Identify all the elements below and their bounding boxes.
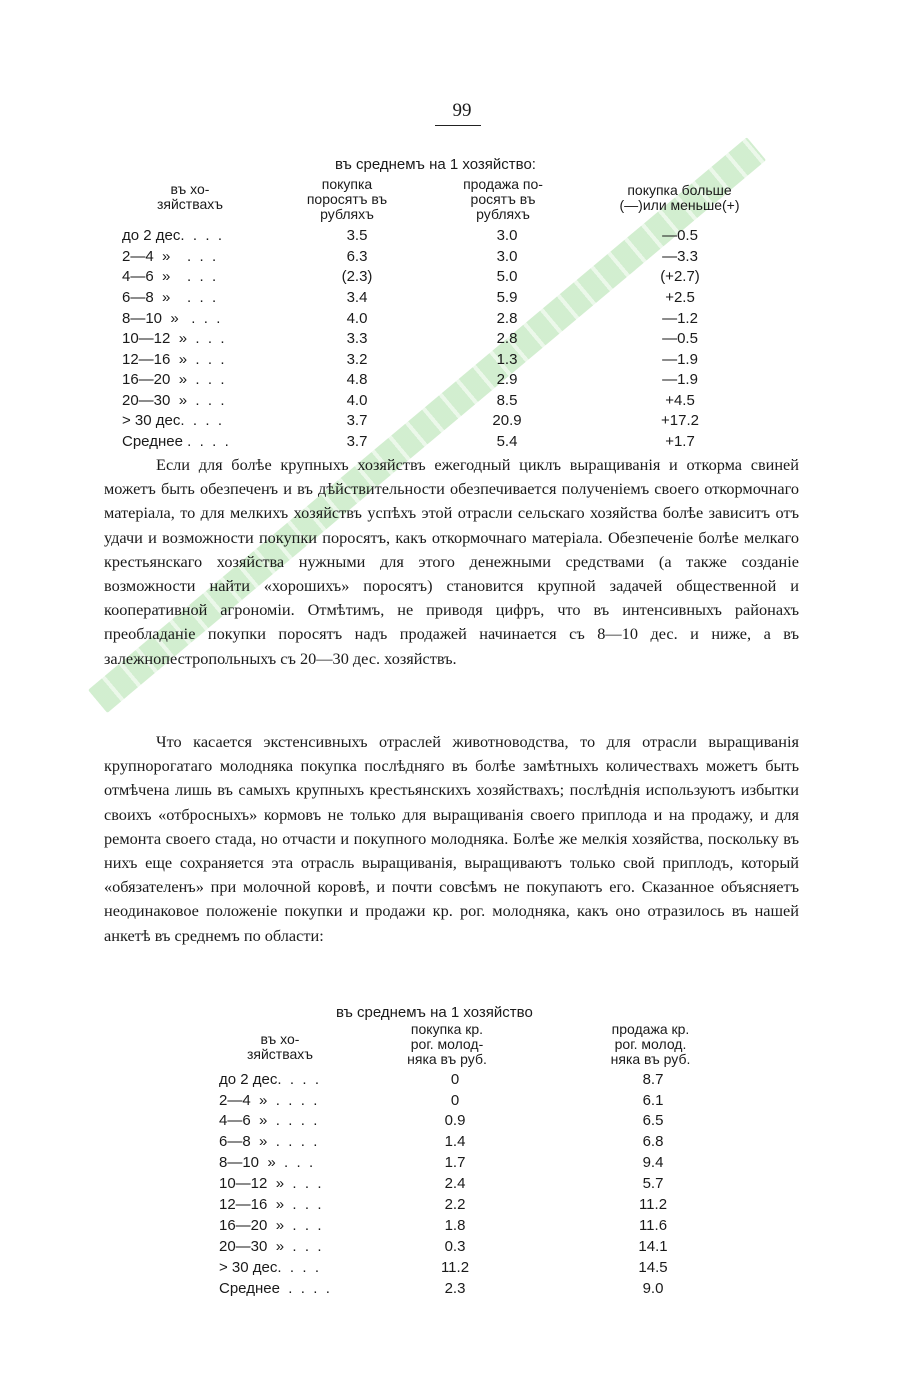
table1-header-group: въ хо- зяйствахъ (156, 181, 224, 212)
table1-cell-sell: 3.0 (496, 248, 518, 265)
table2-cell-buy: 2.4 (444, 1175, 466, 1192)
table1-cell-diff: —0.5 (662, 330, 698, 347)
table1-cell-group: 6—8 » . . . (122, 289, 217, 306)
table1-cell-diff: (+2.7) (660, 268, 700, 285)
table2-cell-sell: 6.1 (642, 1092, 664, 1109)
table2-cell-sell: 8.7 (642, 1071, 664, 1088)
table1-header-buy: покупка поросятъ въ рубляхъ (306, 176, 388, 222)
table2-cell-group: до 2 дес. . . . (219, 1071, 320, 1088)
table1-cell-diff: +2.5 (665, 289, 695, 306)
table2-cell-sell: 14.1 (638, 1238, 668, 1255)
table2-cell-sell: 11.2 (638, 1196, 668, 1213)
table1-cell-group: Среднее . . . . (122, 433, 229, 450)
table2-cell-sell: 14.5 (638, 1259, 668, 1276)
table1-cell-sell: 2.9 (496, 371, 518, 388)
table2-cell-sell: 6.5 (642, 1112, 664, 1129)
table1-cell-group: 4—6 » . . . (122, 268, 217, 285)
table2-header-group: въ хо- зяйствахъ (246, 1031, 314, 1062)
table1-cell-sell: 5.9 (496, 289, 518, 306)
table2-cell-group: 16—20 » . . . (219, 1217, 322, 1234)
table1-cell-sell: 5.4 (496, 433, 518, 450)
table1-cell-diff: +1.7 (665, 433, 695, 450)
table2-cell-buy: 2.2 (444, 1196, 466, 1213)
table2-header-buy: покупка кр. рог. молод- няка въ руб. (407, 1021, 487, 1067)
table1-cell-diff: +4.5 (665, 392, 695, 409)
table2-cell-sell: 9.4 (642, 1154, 664, 1171)
table1-cell-buy: (2.3) (341, 268, 373, 285)
table1-cell-buy: 4.8 (346, 371, 368, 388)
table2-cell-buy: 2.3 (444, 1280, 466, 1297)
table1-cell-sell: 8.5 (496, 392, 518, 409)
table2-cell-buy: 0.3 (444, 1238, 466, 1255)
table1-cell-buy: 3.3 (346, 330, 368, 347)
table1-cell-diff: —0.5 (662, 227, 698, 244)
table2-header-sell: продажа кр. рог. молод. няка въ руб. (610, 1021, 691, 1067)
table2-cell-buy: 11.2 (440, 1259, 470, 1276)
table2-cell-group: > 30 дес. . . . (219, 1259, 320, 1276)
table1-cell-buy: 3.7 (346, 412, 368, 429)
table2-cell-sell: 9.0 (642, 1280, 664, 1297)
table2-cell-buy: 0.9 (444, 1112, 466, 1129)
table1-cell-group: 8—10 » . . . (122, 310, 221, 327)
table1-header-diff: покупка больше (—)или меньше(+) (619, 182, 740, 213)
paragraph-pigs: Если для болѣе крупныхъ хозяйствъ ежегодный циклъ выращиванія и откорма свиней можетъ быть обезпеченъ и въ дѣйствительности обезпечивается полученіемъ своего откормочнаго матеріала, то для мелкихъ хозяйствъ успѣхъ этой отрасли сельскаго хозяйства болѣе зависитъ отъ удачи и возможности покупки поросятъ, какъ откормочнаго матеріала. Обезпеченіе болѣе мелкаго крестьянскаго хозяйства нужными для этого денежными средствами (а также созданіе возможности найти «хорошихъ» поросятъ) становится крупной задачей общественной и кооперативной агрономіи. Отмѣтимъ, не приводя цифръ, что въ интенсивныхъ районахъ преобладаніе покупки поросятъ надъ продажей начинается съ 8—10 дес. и ниже, а въ залежнопестропольныхъ съ 20—30 дес. хозяйствъ. (104, 455, 799, 668)
table2-cell-group: 8—10 » . . . (219, 1154, 314, 1171)
table1-cell-diff: +17.2 (661, 412, 699, 429)
table1-cell-sell: 3.0 (496, 227, 518, 244)
table1-cell-buy: 4.0 (346, 392, 368, 409)
table1-cell-group: 16—20 » . . . (122, 371, 225, 388)
table2-cell-group: 2—4 » . . . . (219, 1092, 318, 1109)
page-number-rule (435, 125, 481, 126)
table2-cell-group: 20—30 » . . . (219, 1238, 322, 1255)
table1-cell-buy: 3.2 (346, 351, 368, 368)
paragraph-cattle: Что касается экстенсивныхъ отраслей животноводства, то для отрасли выращиванія крупнорогатаго молодняка покупка послѣдняго въ болѣе замѣтныхъ количествахъ можетъ быть отмѣчена лишь въ самыхъ крупныхъ крестьянскихъ хозяйствахъ; послѣднія используютъ избытки своихъ «отбросныхъ» кормовъ не только для выращиванія своего приплода и на продажу, и для ремонта своего стада, но отчасти и покупного молодняка. Болѣе же мелкія хозяйства, поскольку въ нихъ еще сохраняется эта отрасль выращиванія, выращиваютъ только свой приплодъ, который «обязателенъ» при молочной коровѣ, и почти совсѣмъ не покупаютъ его. Сказанное объясняетъ неодинаковое положеніе покупки и продажи кр. рог. молодняка, какъ оно отразилось въ нашей анкетѣ въ среднемъ по области: (104, 732, 799, 945)
table1-cell-buy: 3.5 (346, 227, 368, 244)
table1-cell-sell: 2.8 (496, 330, 518, 347)
table2-cell-group: 4—6 » . . . . (219, 1112, 318, 1129)
table2-cell-buy: 1.4 (444, 1133, 466, 1150)
table1-header-sell: продажа по- росятъ въ рубляхъ (463, 176, 543, 222)
table2-cell-buy: 1.7 (444, 1154, 466, 1171)
table1-cell-diff: —1.2 (662, 310, 698, 327)
table1-cell-buy: 3.4 (346, 289, 368, 306)
table1-cell-group: 10—12 » . . . (122, 330, 225, 347)
table1-cell-sell: 20.9 (492, 412, 522, 429)
table1-cell-group: 12—16 » . . . (122, 351, 225, 368)
table2-cell-buy: 1.8 (444, 1217, 466, 1234)
table2-cell-buy: 0 (450, 1092, 460, 1109)
table1-cell-buy: 3.7 (346, 433, 368, 450)
table1-cell-buy: 4.0 (346, 310, 368, 327)
table1-cell-diff: —3.3 (662, 248, 698, 265)
table2-cell-group: 10—12 » . . . (219, 1175, 322, 1192)
table2-cell-sell: 5.7 (642, 1175, 664, 1192)
table1-cell-diff: —1.9 (662, 351, 698, 368)
table1-cell-group: > 30 дес. . . . (122, 412, 223, 429)
table1-cell-group: до 2 дес. . . . (122, 227, 223, 244)
table2-cell-sell: 11.6 (638, 1217, 668, 1234)
table2-cell-group: 6—8 » . . . . (219, 1133, 318, 1150)
table2-title: въ среднемъ на 1 хозяйство (336, 1004, 533, 1021)
page-number: 99 (452, 100, 472, 121)
table2-cell-group: Среднее . . . . (219, 1280, 330, 1297)
table1-title: въ среднемъ на 1 хозяйство: (335, 156, 536, 173)
table2-cell-group: 12—16 » . . . (219, 1196, 322, 1213)
table1-cell-buy: 6.3 (346, 248, 368, 265)
table1-cell-sell: 1.3 (496, 351, 518, 368)
table2-cell-buy: 0 (450, 1071, 460, 1088)
table1-cell-group: 2—4 » . . . (122, 248, 217, 265)
table1-cell-sell: 5.0 (496, 268, 518, 285)
table1-cell-diff: —1.9 (662, 371, 698, 388)
table1-cell-sell: 2.8 (496, 310, 518, 327)
table1-cell-group: 20—30 » . . . (122, 392, 225, 409)
table2-cell-sell: 6.8 (642, 1133, 664, 1150)
